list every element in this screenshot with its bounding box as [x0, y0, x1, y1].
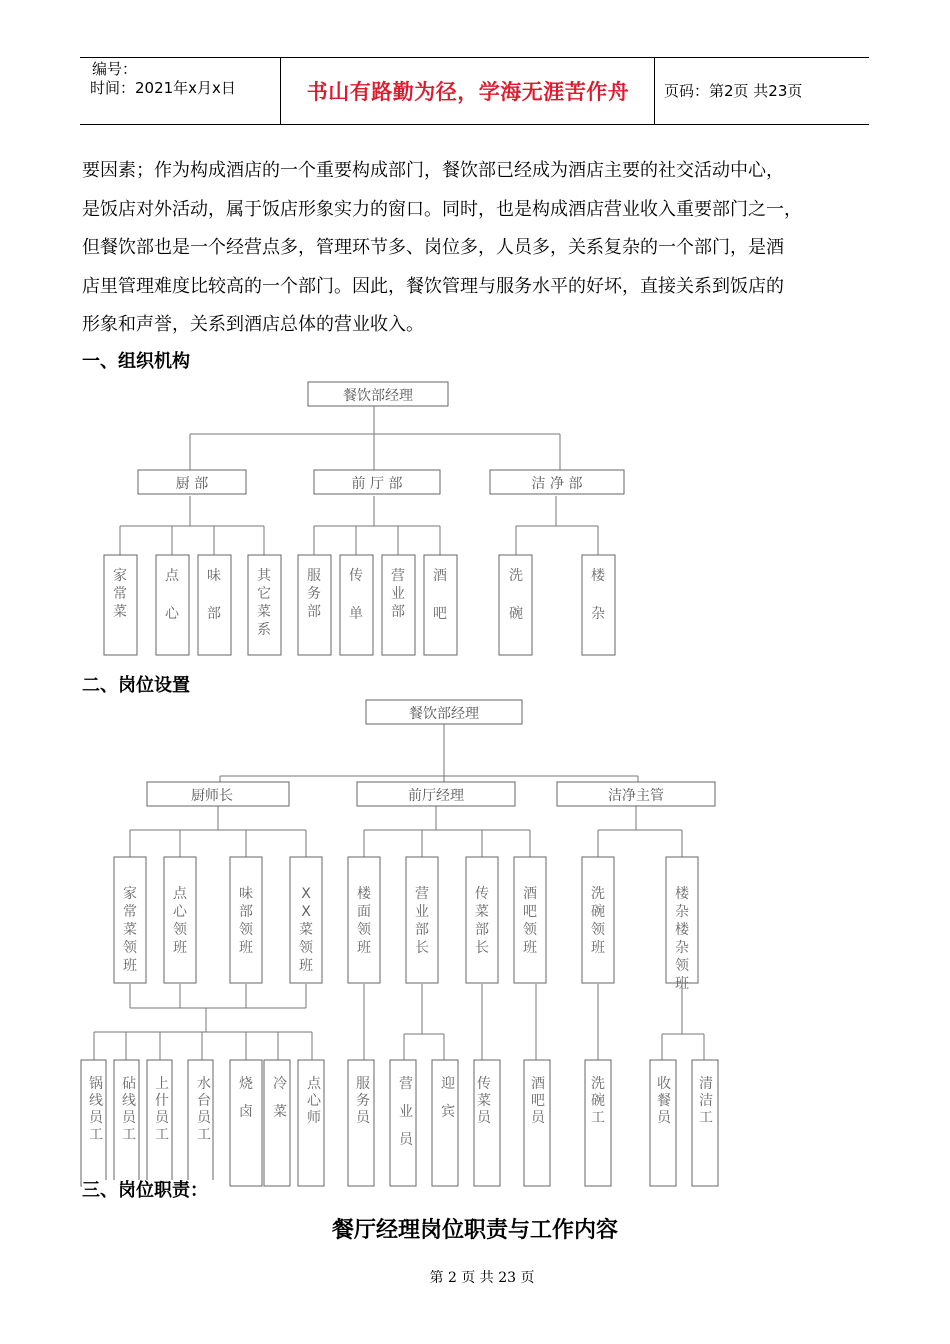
doc-number-label: 编号： — [92, 60, 138, 78]
chart-node-label: 酒吧 — [433, 568, 447, 622]
document-title: 餐厅经理岗位职责与工作内容 — [331, 1217, 618, 1243]
position-chart — [0, 690, 950, 1200]
intro-line: 形象和声誉，关系到酒店总体的营业收入。 — [82, 314, 424, 336]
header-divider-right — [654, 57, 655, 125]
section-heading-org: 一、组织机构 — [82, 351, 190, 372]
intro-line: 是饭店对外活动，属于饭店形象实力的窗口。同时，也是构成酒店营业收入重要部门之一， — [82, 198, 802, 220]
chart-node-label: 锅线员工 — [89, 1076, 103, 1143]
chart-node-label: 家常菜领班 — [123, 886, 137, 974]
chart-node-label: 水台员工 — [197, 1076, 211, 1143]
section-heading-duties: 三、岗位职责： — [82, 1180, 214, 1202]
chart-node-label: 酒吧领班 — [523, 886, 537, 956]
header-top-rule — [80, 57, 869, 58]
chart-node-label: X X 菜领班 — [299, 886, 313, 974]
org-l1-kitchen — [138, 470, 246, 494]
org-root-label: 餐饮部经理 — [343, 388, 413, 404]
chart-node-label: 味部领班 — [239, 886, 253, 956]
org-root-box — [308, 382, 448, 406]
pos-l1-label: 厨师长 — [191, 788, 233, 804]
header-motto: 书山有路勤为径，学海无涯苦作舟 — [306, 80, 630, 104]
chart-node-label: 楼杂 — [591, 568, 605, 622]
intro-line: 店里管理难度比较高的一个部门。因此，餐饮管理与服务水平的好坏，直接关系到饭店的 — [82, 275, 784, 297]
pos-l3-labels — [89, 1075, 713, 1148]
org-l1-clean — [490, 470, 624, 494]
pos-l1-label: 前厅经理 — [408, 788, 464, 804]
page-footer: 第 2 页 共 23 页 — [429, 1270, 535, 1286]
pos-root-label: 餐饮部经理 — [409, 706, 479, 722]
chart-node-label: 传单 — [349, 568, 363, 622]
section-heading-positions: 二、岗位设置 — [82, 675, 190, 696]
chart-node-label: 冷菜 — [273, 1076, 287, 1120]
pos-root-box — [366, 700, 522, 724]
chart-node-label: 收餐员 — [657, 1076, 671, 1126]
pos-l1-chef — [147, 782, 289, 806]
chart-node-label: 服务部 — [307, 568, 321, 620]
intro-line: 要因素；作为构成酒店的一个重要构成部门，餐饮部已经成为酒店主要的社交活动中心， — [82, 160, 784, 181]
page-info: 页码：第2页 共23页 — [664, 82, 803, 100]
pos-l1-label: 洁净主管 — [608, 788, 664, 804]
chart-node-label: 其它菜系 — [257, 568, 271, 638]
chart-node-label: 酒吧员 — [531, 1076, 545, 1126]
pos-l1-clean-supervisor — [557, 782, 715, 806]
chart-node-label: 营业员 — [399, 1076, 413, 1148]
chart-node-label: 点心领班 — [173, 886, 187, 956]
chart-node-label: 点心师 — [307, 1076, 321, 1126]
chart-node-label: 服务员 — [356, 1076, 370, 1126]
doc-time-label: 时间：2021年x月x日 — [90, 79, 236, 97]
chart-node-label: 洗碗领班 — [591, 886, 605, 956]
chart-node-label: 传菜员 — [477, 1076, 491, 1126]
chart-node-label: 洗碗工 — [591, 1076, 605, 1126]
chart-node-label: 营业部 — [391, 568, 405, 620]
org-chart — [0, 370, 950, 670]
chart-node-label: 上什员工 — [155, 1076, 169, 1143]
org-l1-label: 前 厅 部 — [351, 476, 403, 492]
chart-node-label: 楼面领班 — [357, 886, 371, 956]
chart-node-label: 传菜部长 — [475, 886, 489, 956]
chart-node-label: 砧线员工 — [122, 1076, 136, 1143]
chart-node-label: 楼杂楼杂领班 — [675, 886, 689, 992]
pos-l1-front-manager — [357, 782, 515, 806]
chart-node-label: 家常菜 — [113, 568, 127, 620]
header-bottom-rule — [80, 124, 869, 125]
chart-node-label: 洗碗 — [509, 568, 523, 622]
chart-node-label: 清洁工 — [699, 1076, 713, 1126]
org-l1-front — [314, 470, 440, 494]
pos-l2-boxes — [114, 857, 698, 983]
org-l1-label: 厨 部 — [175, 476, 209, 492]
chart-node-label: 烧卤 — [239, 1076, 253, 1120]
header-divider-left — [280, 57, 281, 125]
intro-line: 但餐饮部也是一个经营点多，管理环节多、岗位多，人员多，关系复杂的一个部门，是酒 — [82, 237, 784, 259]
intro-paragraph — [82, 152, 882, 345]
chart-node-label: 味部 — [207, 568, 221, 622]
chart-node-label: 营业部长 — [415, 886, 429, 956]
chart-node-label: 迎宾 — [441, 1076, 455, 1120]
chart-node-label: 点心 — [165, 568, 179, 622]
org-l1-label: 洁 净 部 — [531, 476, 583, 492]
